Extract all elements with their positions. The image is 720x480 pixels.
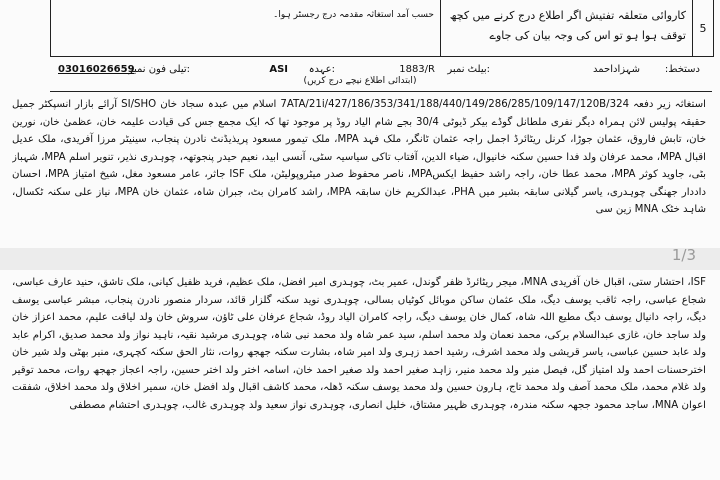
fir-table-row-5 (50, 0, 714, 57)
belt-value: 1883/R (399, 64, 435, 75)
phone-label: تیلی فون نمبر: (128, 64, 190, 75)
subtitle-note: (ابتدائی اطلاع نیچے درج کریں) (303, 76, 417, 86)
row-number: 5 (692, 0, 713, 56)
page-indicator: 1/3 (671, 246, 696, 264)
section-divider (50, 91, 712, 92)
page2-body-paragraph (12, 274, 706, 478)
signature-value: شہزاداحمد (593, 64, 640, 75)
belt-label: بیلٹ نمبر: (447, 64, 490, 75)
row-note: حسب آمد استغاثہ مقدمہ درج رجسٹر ہوا۔ (273, 10, 434, 20)
rank-value: ASI (269, 64, 288, 75)
signature-label: دستخط: (664, 64, 700, 75)
phone-number: 03016026659 (58, 64, 135, 75)
page2-body-text: ISF، احتشار ستی، اقبال خان آفریدی MNA، میجر ریٹائرڈ ظفر گوندل، عمیر بٹ، چوہدری امیر افضل، ملک عظیم، فرید ظفیل کیانی، ملک تاشق، حنید عارف عباسی، شجاع عباسی، راجہ ثاقب یوسف دیگ، ملک عثمان ساکن موبائل کوٹیاں بسالی، چوہدری نوید سکنہ گلزار قائد، سردار منصور نادرن پنجاب، مبشر عباسی یوسف دیگ، راجہ دانیال یوسف دیگ مطیع اللہ شاہ، کمال خان یوسف دیگ، راجہ کامران الیاد روڈ، شجاع عرفان علی ٹاؤن، سروش خان ولد لیاقت علیم، محمد اعزاز خان ولد ساجد خان، غازی عبدالسلام برکی، محمد نعمان ولد محمد اسلم، سید عمر شاہ ولد محمد نبی شاہ، چوہدری مرشید نقیہ، ناہید نواز ولد محمد صدیق، اکرام عابد ولد عابد حسین عباسی، یاسر قریشی ولد محمد اشرف، رشید احمد زہری ولد امیر شاہ، بشارت سکنہ جھجھ روات، نثار الحق سکنہ کچہری، منیر بھٹی ولد شیر خان اخترحسنات احمد ولد امتیاز گل، فیصل منیر ولد محمد منیر، زاہد صغیر احمد ولد صغیر احمد خان، اسامہ اختر ولد اختر حسین، راجہ اعجاز جھجھ روات، محمد توقیر ولد غلام محمد، ملک محمد آصف ولد محمد تاج، ہارون حسین ولد محمد یوسف سکنہ ڈھلہ، محمد کاشف اقبال ولد افضل خان، سمیر اخلاق ولد محمد اخلاق، شفقت اعوان MNA، ساجد محمود ججھہ سکنہ مندرہ، چوہدری ظہیر مشتاق، خلیل انصاری، چوہدری نواز سعید ولد چوہدری غالب، چوہدری احتشام مصطفی (12, 277, 706, 411)
row-description: کاروائی متعلقہ تفتیش اگر اطلاع درج کرنے میں کچھ توقف ہوا ہو تو اس کی وجہ بیان کی جاوے (440, 0, 692, 56)
document-page-2 (0, 270, 720, 480)
page1-body-text: استغاثہ زیر دفعہ 7ATA/21i/427/186/353/341/188/440/149/286/285/109/147/120B/324 اسلام میں عبدہ سجاد خان SI/SHO آرائے بازار انسپکٹر جمیل حقیقہ پولیس لائن ہمراہ دیگر نفری ملطانل گوڈے بیکر ڈیوٹی 30/4 بجے شام الیاد روڈ پر موجود تھا کہ ایک مجمع جس کی قیادت علیمہ خان، عظمیٰ خان، نورین خان، تابش فاروق، عثمان جوڑا، کرنل ریٹائرڈ اجمل راجہ عثمان ٹانگر، ملک فہد MPA، ملک تیمور مسعود پریذیڈنٹ نادرن پنجاب، سینیٹر مرزا آفریدی، ملک عدیل اقبال MPA، محمد عرفان ولد فدا حسین سکنہ خانیوال، ضیاء الدین، آفتاب تاکی سیاسیہ سٹی، آنسی ابید، نعیم حیدر پنجوتھہ، چوہدری نذیر، تنویر اسلم MPA، شہباز بٹی، جاوید کوثر MPA، محمد عطا خان، راجہ راشد حفیظ ایکسMPA، ناصر محفوظ صدر میٹروپولیٹن، ملک ISF جاثر، عامر مسعود مغل، شیخ امتیاز MPA، احسان داددار جھنگی چوہدری، یاسر گیلانی سابقہ بشیر میں PHA، عبدالکریم خان سابقہ MPA، راشد کامران بٹ، جبران شاہ، عثمان خان MPA، نیاز علی سکنہ ٹکسال، شاہد خٹک MNA زین سی (12, 99, 706, 215)
page1-body-paragraph (12, 96, 706, 244)
rank-label: عہدہ: (308, 64, 335, 75)
